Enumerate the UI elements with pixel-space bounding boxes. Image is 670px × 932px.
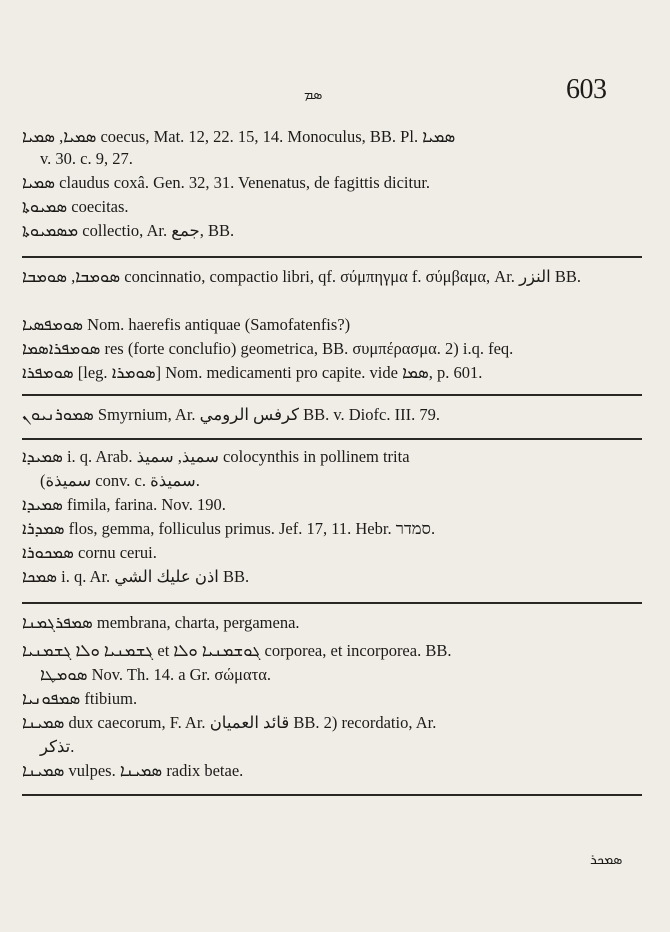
running-head-syriac: ܣܡ [304,88,323,103]
entry-line: ܣܡܝܐ, ܣܡܝܐ coecus, Mat. 12, 22. 15, 14. Monoculus, BB. Pl. ܣܡܝܐ [22,127,456,146]
entry-line: ܣܘܡܛܐ Nov. Th. 14. a Gr. σώματα. [40,665,272,684]
entry-line: ܣܡܟܘܪܐ cornu cerui. [22,543,157,562]
entry-line: ܣܡܝܕܐ fimila, farina. Nov. 190. [22,495,226,514]
page-number: 603 [566,74,607,105]
entry-line: (سميذة conv. c. سميذة. [40,471,200,490]
section-rule [22,438,642,440]
entry-line: ܣܡܝܢܐ vulpes. ܣܡܝܢܐ radix betae. [22,761,244,780]
entry-line: تذكر. [40,737,75,756]
catchword: ܣܡܟܪ [590,853,623,868]
entry-line: ܣܡܝܐ claudus coxâ. Gen. 32, 31. Venenatus, de fagittis dicitur. [22,173,431,192]
entry-line: ܡܣܡܝܘܬܐ collectio, Ar. جمع, BB. [22,221,235,240]
section-rule [22,602,642,604]
entry-line: ܣܡܦܘܢܝܐ ftibium. [22,689,138,708]
entry-line: ܣܡܝܘܬܐ coecitas. [22,197,129,216]
entry-line: ܣܘܡܦܪܐ [leg. ܣܘܡܪܐ] Nom. medicamenti pro capite. vide ܣܡܐ, p. 601. [22,363,483,382]
entry-line: ܣܡܝܕܐ i. q. Arab. سميذ, سميذ colocynthis in pollinem trita [22,447,410,466]
entry-line: ܓܫܡܢܝܐ ܘܠܐ ܓܫܡܢܝܐ et ܓܘܫܡܢܝܐ ܘܠܐ corporea, et incorporea. BB. [22,641,452,660]
entry-line: ܣܘܡܦܪܐܣܡܐ res (forte conclufio) geometrica, BB. συμπέρασμα. 2) i.q. feq. [22,339,514,358]
section-rule [22,256,642,258]
entry-line: ܣܡܦܪܓܡܢܐ membrana, charta, pergamena. [22,613,300,632]
entry-line: ܣܡܘܪܢܝܘܢ Smyrnium, Ar. كرفس الرومي BB. v. Diofc. III. 79. [22,405,440,424]
entry-line: ܣܡܟܐ i. q. Ar. اذن عليك الشي BB. [22,567,250,586]
entry-line: ܣܘܡܒܐ, ܣܘܡܒܐ concinnatio, compactio libri, qf. σύμπηγμα f. σύμβαμα, Ar. النزر BB. [22,267,581,286]
entry-line: v. 30. c. 9, 27. [40,149,133,168]
section-rule [22,794,642,796]
entry-line: ܣܘܡܦܣܝܐ Nom. haerefis antiquae (Samofatenfis?) [22,315,351,334]
entry-line: ܣܡܝܢܐ dux caecorum, F. Ar. قائد العميان BB. 2) recordatio, Ar. [22,713,437,732]
entry-line: ܣܡܕܪܐ flos, gemma, folliculus primus. Jef. 17, 11. Hebr. סמדר. [22,519,436,538]
section-rule [22,394,642,396]
